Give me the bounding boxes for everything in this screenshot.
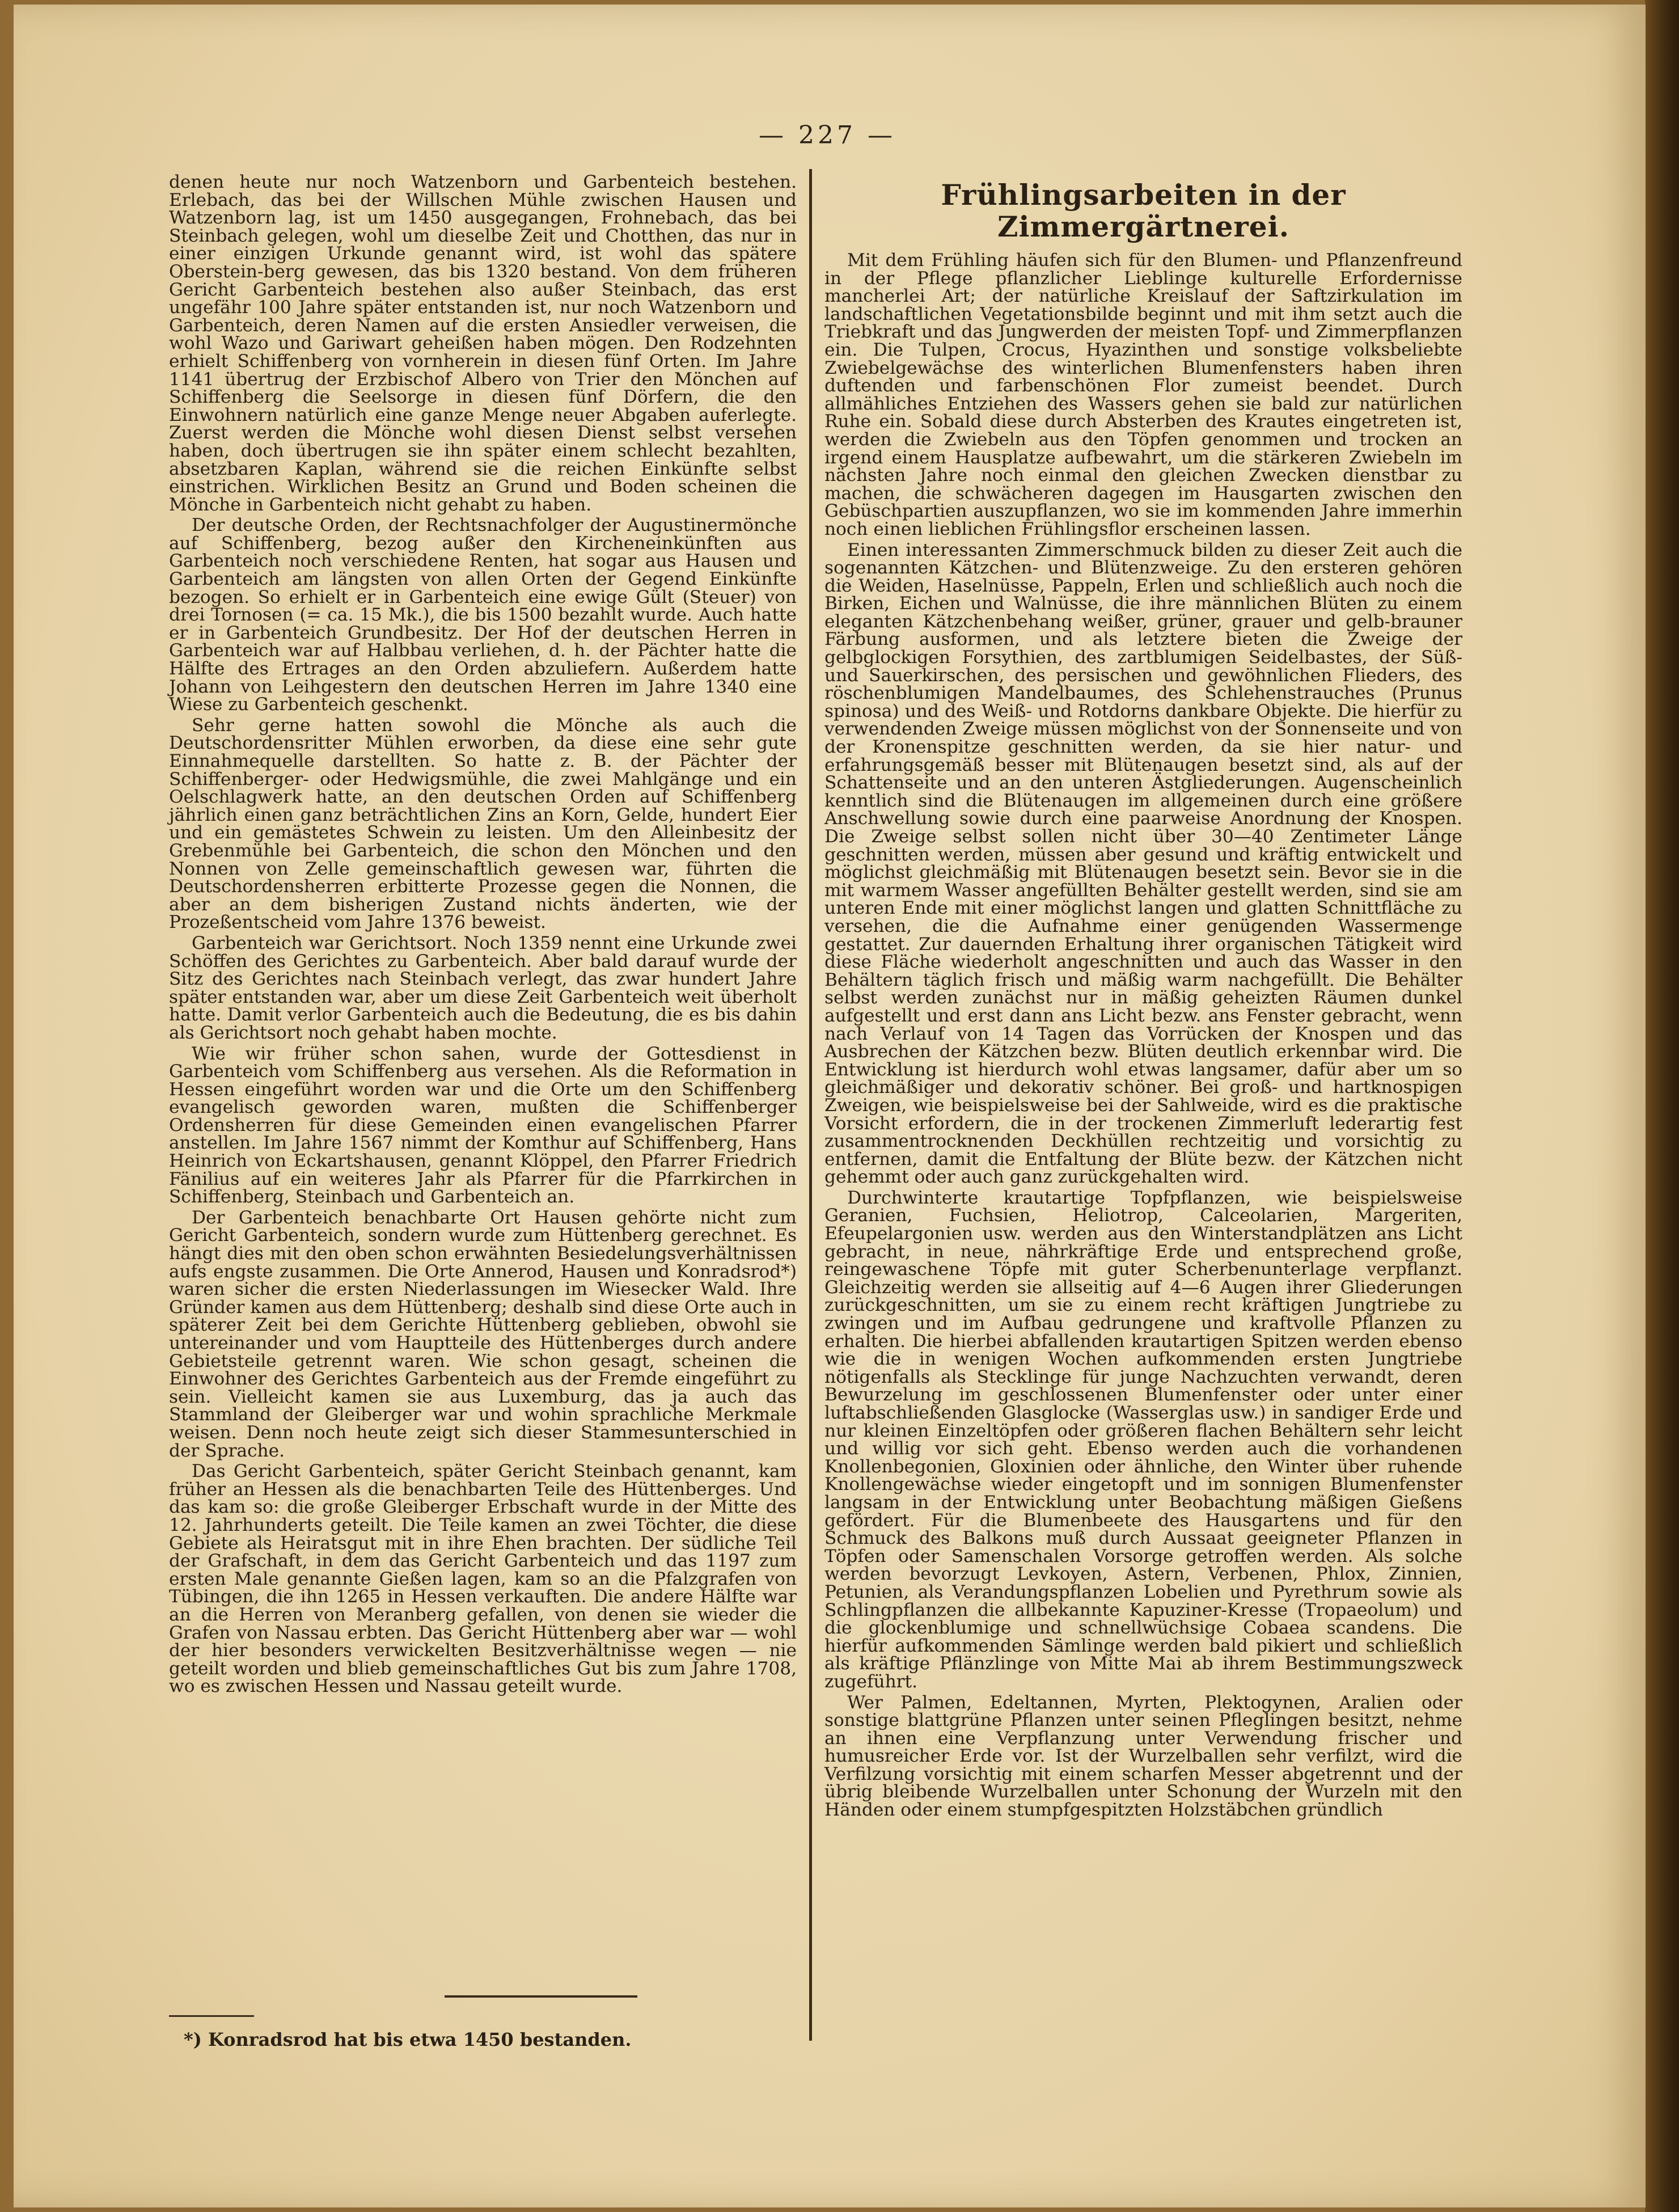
column-divider <box>809 169 812 2041</box>
right-paragraph-3: Durchwinterte krautartige Topfpflanzen, wie beispielsweise Geranien, Fuchsien, Heliotrop, Calceolarien, Margeriten, Efeupelargonien usw. werden aus den Winterstandplätzen ans Licht gebracht, in neue, nährkräftige Erde und entsprechend große, reingewaschene Töpfe mit guter Scherbenunterlage verpflanzt. Gleichzeitig werden sie allseitig auf 4—6 Augen ihrer Gliederungen zurückgeschnitten, um sie zu einem recht kräftigen Jungtriebe zu zwingen und im Aufbau gedrungene und kraftvolle Pflanzen zu erhalten. Die hierbei abfallenden krautartigen Spitzen werden ebenso wie die in wenigen Wochen aufkommenden ersten Jungtriebe nötigenfalls als Stecklinge für junge Nachzuchten verwandt, deren Bewurzelung im geschlossenen Blumenfenster oder unter einer luftabschließenden Glasglocke (Wasserglas usw.) in sandiger Erde und nur kleinen Einzeltöpfen oder größeren flachen Behältern sehr leicht und willig vor sich geht. Ebenso werden auch die vorhandenen Knollenbegonien, Gloxinien oder ähnliche, den Winter über ruhende Knollengewächse wieder eingetopft und im sonnigen Blumenfenster langsam in der Entwicklung unter Beobachtung mäßigen Gießens gefördert. Für die Blumenbeete des Hausgartens und für den Schmuck des Balkons muß durch Aussaat geeigneter Pflanzen in Töpfen oder Samenschalen Vorsorge getroffen werden. Als solche werden bevorzugt Levkoyen, Astern, Verbenen, Phlox, Zinnien, Petunien, als Verandungspflanzen Lobelien und Pyrethrum sowie als Schlingpflanzen die allbekannte Kapuziner-Kresse (Tropaeolum) und die glockenblumige und schnellwüchsige Cobaea scandens. Die hierfür aufkommenden Sämlinge werden bald pikiert und schließlich als kräftige Pflänzlinge von Mitte Mai ab ihrem Bestimmungszweck zugeführt. <box>824 1187 1462 1692</box>
article-end-rule <box>445 1995 637 1998</box>
page-number: — 227 — <box>759 121 896 150</box>
left-paragraph-2: Der deutsche Orden, der Rechtsnachfolger der Augustinermönche auf Schiffenberg, bezog außer den Kircheneinkünften aus Garbenteich noch verschiedene Renten, hat sogar aus Hausen und Garbenteich am längsten von allen Orten der Gegend Einkünfte bezogen. So erhielt er in Garbenteich eine ewige Gült (Steuer) von drei Tornosen (= ca. 15 Mk.), die bis 1500 bezahlt wurde. Auch hatte er in Garbenteich Grundbesitz. Der Hof der deutschen Herren in Garbenteich war auf Halbbau verliehen, d. h. der Pächter hatte die Hälfte des Ertrages an den Orden abzuliefern. Außerdem hatte Johann von Leihgestern den deutschen Herren im Jahre 1340 eine Wiese zu Garbenteich geschenkt. <box>169 515 797 715</box>
right-paragraph-2: Einen interessanten Zimmerschmuck bilden zu dieser Zeit auch die sogenannten Kätzchen- und Blütenzweige. Zu den ersteren gehören die Weiden, Haselnüsse, Pappeln, Erlen und schließlich auch noch die Birken, Eichen und Walnüsse, die ihre männlichen Blüten zu einem eleganten Kätzchenbehang weißer, grüner, grauer und gelb-brauner Färbung ausformen, und als letztere bieten die Zweige der gelbglockigen Forsythien, des zartblumigen Seidelbastes, der Süß- und Sauerkirschen, des persischen und gewöhnlichen Flieders, des röschenblumigen Mandelbaumes, des Schlehenstrauches (Prunus spinosa) und des Weiß- und Rotdorns dankbare Objekte. Die hierfür zu verwendenden Zweige müssen möglichst von der Sonnenseite und von der Kronenspitze geschnitten werden, da sie hier natur- und erfahrungsgemäß besser mit Blütenaugen besetzt sind, als auf der Schattenseite und an den unteren Ästgliederungen. Augenscheinlich kenntlich sind die Blütenaugen im allgemeinen durch eine größere Anschwellung sowie durch eine paarweise Anordnung der Knospen. Die Zweige selbst sollen nicht über 30—40 Zentimeter Länge geschnitten werden, müssen aber gesund und kräftig entwickelt und möglichst gleichmäßig mit Blütenaugen besetzt sein. Bevor sie in die mit warmem Wasser angefüllten Behälter gestellt werden, sind sie am unteren Ende mit einer möglichst langen und glatten Schnittfläche zu versehen, die die Aufnahme einer genügenden Wassermenge gestattet. Zur dauernden Erhaltung ihrer organischen Tätigkeit wird diese Fläche wiederholt angeschnitten und auch das Wasser in den Behältern täglich frisch und mäßig warm nachgefüllt. Die Behälter selbst werden zunächst nur in mäßig geheizten Räumen dunkel aufgestellt und erst dann ans Licht bezw. ans Fenster gebracht, wenn nach Verlauf von 14 Tagen das Vorrücken der Knospen und das Ausbrechen der Kätzchen bezw. Blüten deutlich erkennbar wird. Die Entwicklung ist hierdurch wohl etwas langsamer, dafür aber um so gleichmäßiger und dekorativ schöner. Bei groß- und hartknospigen Zweigen, wie beispielsweise bei der Sahlweide, wird es die praktische Vorsicht erfordern, die in der trockenen Zimmerluft lederartig fest zusammentrocknenden Deckhüllen rechtzeitig und vorsichtig zu entfernen, damit die Entfaltung der Blüte bezw. der Kätzchen nicht gehemmt oder auch ganz zurückgehalten wird. <box>824 539 1462 1188</box>
left-paragraph-3: Sehr gerne hatten sowohl die Mönche als auch die Deutschordensritter Mühlen erworben, da diese eine sehr gute Einnahmequelle darstellten. So hatte z. B. der Pächter der Schiffenberger- oder Hedwigsmühle, die zwei Mahlgänge und ein Oelschlagwerk hatte, an den deutschen Orden auf Schiffenberg jährlich einen ganz beträchtlichen Zins an Korn, Gelde, hundert Eier und ein gemästetes Schwein zu leisten. Um den Alleinbesitz der Grebenmühle bei Garbenteich, die schon den Mönchen und den Nonnen von Zelle gemeinschaftlich gewesen war, führten die Deutschordensherren erbitterte Prozesse gegen die Nonnen, die aber an dem bisherigen Zustand nichts änderten, wie der Prozeßentscheid vom Jahre 1376 beweist. <box>169 715 797 933</box>
left-paragraph-7: Das Gericht Garbenteich, später Gericht Steinbach genannt, kam früher an Hessen als die benachbarten Teile des Hüttenberges. Und das kam so: die große Gleiberger Erbschaft wurde in der Mitte des 12. Jahrhunderts geteilt. Die Teile kamen an zwei Töchter, die diese Gebiete als Heiratsgut mit in ihre Ehen brachten. Der südliche Teil der Grafschaft, in dem das Gericht Garbenteich und das 1197 zum ersten Male genannte Gießen lagen, kam so an die Pfalzgrafen von Tübingen, die ihn 1265 in Hessen verkauften. Die andere Hälfte war an die Herren von Meranberg gefallen, von denen sie wieder die Grafen von Nassau erbten. Das Gericht Hüttenberg aber war — wohl der hier besonders verwickelten Besitzverhältnisse wegen — nie geteilt worden und blieb gemeinschaftliches Gut bis zum Jahre 1708, wo es zwischen Hessen und Nassau geteilt wurde. <box>169 1461 797 1697</box>
right-column <box>824 174 1462 2099</box>
book-spine <box>1645 0 1679 2212</box>
book-page <box>14 5 1646 2207</box>
left-column <box>169 174 797 2045</box>
right-paragraph-1: Mit dem Frühling häufen sich für den Blumen- und Pflanzenfreund in der Pflege pflanzlicher Lieblinge kulturelle Erfordernisse mancherlei Art; der natürliche Kreislauf der Saftzirkulation im landschaftlichen Vegetationsbilde beginnt und mit ihm setzt auch die Triebkraft und das Jungwerden der meisten Topf- und Zimmerpflanzen ein. Die Tulpen, Crocus, Hyazinthen und sonstige volksbeliebte Zwiebelgewächse des winterlichen Blumenfensters haben ihren duftenden und farbenschönen Flor zumeist beendet. Durch allmähliches Entziehen des Wassers gehen sie bald zur natürlichen Ruhe ein. Sobald diese durch Absterben des Krautes eingetreten ist, werden die Zwiebeln aus den Töpfen genommen und trocken an irgend einem Hausplatze aufbewahrt, um die stärkeren Zwiebeln im nächsten Jahre noch einmal den gleichen Zwecken dienstbar zu machen, die schwächeren dagegen im Hausgarten zwischen den Gebüschpartien auszupflanzen, wo sie im kommenden Jahre immerhin noch einen lieblichen Frühlingsflor erscheinen lassen. <box>824 250 1462 539</box>
left-paragraph-5: Wie wir früher schon sahen, wurde der Gottesdienst in Garbenteich vom Schiffenberg aus versehen. Als die Reformation in Hessen eingeführt worden war und die Orte um den Schiffenberg evangelisch geworden waren, mußten die Schiffenberger Ordensherren für diese Gemeinden einen evangelischen Pfarrer anstellen. Im Jahre 1567 nimmt der Komthur auf Schiffenberg, Hans Heinrich von Eckartshausen, genannt Klöppel, den Pfarrer Friedrich Fänilius auf ein weiteres Jahr als Pfarrer für die Pfarrkirchen in Schiffenberg, Steinbach und Garbenteich an. <box>169 1043 797 1208</box>
left-paragraph-4: Garbenteich war Gerichtsort. Noch 1359 nennt eine Urkunde zwei Schöffen des Gerichtes zu Garbenteich. Aber bald darauf wurde der Sitz des Gerichtes nach Steinbach verlegt, das zwar hundert Jahre später entstanden war, aber um diese Zeit Garbenteich weit überholt hatte. Damit verlor Garbenteich auch die Bedeutung, die es bis dahin als Gerichtsort noch gehabt haben mochte. <box>169 932 797 1043</box>
footnote: *) Konradsrod hat bis etwa 1450 bestanden. <box>184 2029 632 2050</box>
right-paragraph-4: Wer Palmen, Edeltannen, Myrten, Plektogynen, Aralien oder sonstige blattgrüne Pflanzen unter seinen Pfleglingen besitzt, nehme an ihnen eine Verpflanzung unter Verwendung frischer und humusreicher Erde vor. Ist der Wurzelballen sehr verfilzt, wird die Verfilzung vorsichtig mit einem scharfen Messer abgetrennt und der übrig bleibende Wurzelballen unter Schonung der Wurzeln mit den Händen oder einem stumpfgespitzten Holzstäbchen gründlich <box>824 1692 1462 1821</box>
footnote-rule <box>169 2015 254 2017</box>
article-title: Frühlingsarbeiten in der Zimmergärtnerei. <box>941 178 1346 243</box>
left-paragraph-1: denen heute nur noch Watzenborn und Garbenteich bestehen. Erlebach, das bei der Willschen Mühle zwischen Hausen und Watzenborn lag, ist um 1450 ausgegangen, Frohnebach, das bei Steinbach gelegen, wohl um dieselbe Zeit und Chotthen, das nur in einer einzigen Urkunde genannt wird, ist wohl das spätere Oberstein-berg gewesen, das bis 1320 bestand. Von dem früheren Gericht Garbenteich bestehen also außer Steinbach, das erst ungefähr 100 Jahre später entstanden ist, nur noch Watzenborn und Garbenteich, deren Namen auf die ersten Ansiedler verweisen, die wohl Wazo und Gariwart geheißen haben mögen. Den Rodzehnten erhielt Schiffenberg von vornherein in diesen fünf Orten. Im Jahre 1141 übertrug der Erzbischof Albero von Trier den Mönchen auf Schiffenberg die Seelsorge in diesen fünf Dörfern, die den Einwohnern natürlich eine ganze Menge neuer Abgaben auferlegte. Zuerst werden die Mönche wohl diesen Dienst selbst versehen haben, doch übertrugen sie ihn später einem schlecht bezahlten, absetzbaren Kaplan, während sie die reichen Einkünfte selbst einstrichen. Wirklichen Besitz an Grund und Boden scheinen die Mönche in Garbenteich nicht gehabt zu haben. <box>169 172 797 515</box>
left-paragraph-6: Der Garbenteich benachbarte Ort Hausen gehörte nicht zum Gericht Garbenteich, sondern wurde zum Hüttenberg gerechnet. Es hängt dies mit den oben schon erwähnten Besiedelungsverhältnissen aufs engste zusammen. Die Orte Annerod, Hausen und Konradsrod*) waren sicher die ersten Niederlassungen im Wiesecker Wald. Ihre Gründer kamen aus dem Hüttenberg; deshalb sind diese Orte auch in späterer Zeit bei dem Gerichte Hüttenberg geblieben, obwohl sie untereinander und vom Hauptteile des Hüttenberges durch andere Gebietsteile getrennt waren. Wie schon gesagt, scheinen die Einwohner des Gerichtes Garbenteich aus der Fremde eingeführt zu sein. Vielleicht kamen sie aus Luxemburg, das ja auch das Stammland der Gleiberger war und wohin sprachliche Merkmale weisen. Denn noch heute zeigt sich dieser Stammesunterschied in der Sprache. <box>169 1207 797 1461</box>
